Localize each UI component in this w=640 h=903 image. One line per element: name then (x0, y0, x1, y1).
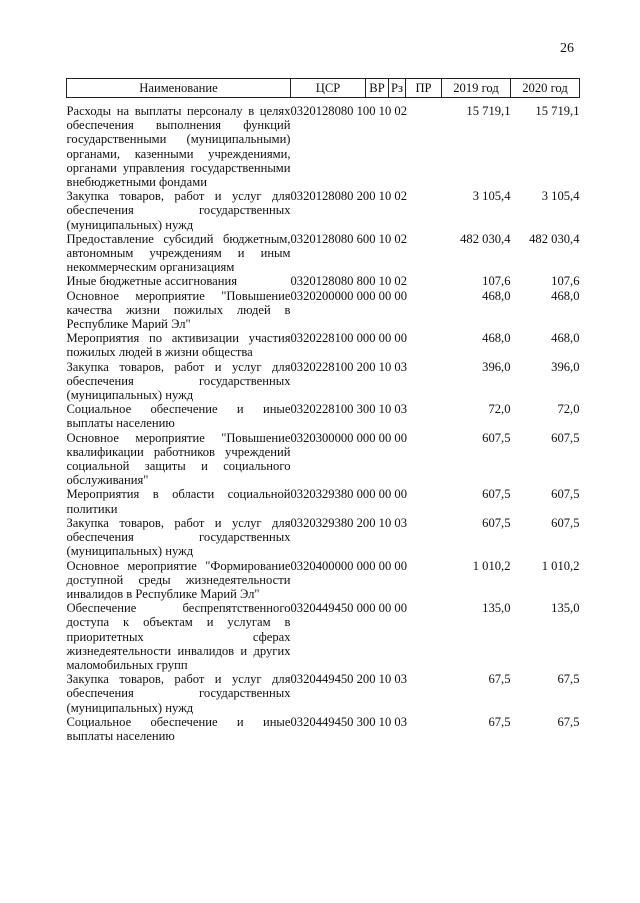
header-pr: ПР (415, 81, 432, 95)
row-codes: 0320449450 300 10 03 (290, 714, 407, 729)
row-codes: 0320200000 000 00 00 (290, 288, 407, 303)
row-codes: 0320329380 200 10 03 (290, 515, 407, 530)
row-2019-value: 3 105,4 (472, 189, 511, 204)
row-name: Основное мероприятие "Повышение квалификации работников учреждений социальной защиты и социального обслуживания" (66, 430, 291, 488)
table-row (67, 715, 580, 743)
row-codes: 0320329380 000 00 00 (290, 487, 407, 502)
row-2020-value: 67,5 (557, 714, 580, 729)
row-2019-value: 1 010,2 (472, 558, 511, 573)
row-codes: 0320228100 200 10 03 (290, 359, 407, 374)
row-codes: 0320228100 300 10 03 (290, 402, 407, 417)
row-2019-value: 468,0 (482, 288, 511, 303)
header-name: Наименование (67, 79, 291, 98)
row-codes: 0320128080 100 10 02 (290, 104, 407, 118)
row-codes: 0320300000 000 00 00 (290, 430, 407, 445)
row-2020-value: 607,5 (551, 487, 580, 502)
row-2020-value: 607,5 (551, 515, 580, 530)
row-2020-value: 468,0 (551, 331, 580, 346)
table-row (67, 402, 580, 430)
row-name: Обеспечение беспрепятственного доступа к объектам и услугам в приоритетных сферах жизнедеятельности инвалидов и других маломобильных групп (66, 601, 291, 672)
table-row (67, 431, 580, 488)
row-name: Основное мероприятие "Формирование доступной среды жизнедеятельности инвалидов в Республике Марий Эл" (66, 558, 291, 601)
row-codes: 0320400000 000 00 00 (290, 558, 407, 573)
row-name: Мероприятия в области социальной политики (66, 487, 291, 516)
row-2020-value: 1 010,2 (541, 558, 580, 573)
row-codes: 0320449450 200 10 03 (290, 672, 407, 687)
table-row (67, 232, 580, 275)
page-number: 26 (560, 41, 574, 56)
header-2020: 2020 год (511, 79, 580, 98)
table-row (67, 559, 580, 602)
table-row (67, 360, 580, 403)
header-csr: ЦСР (291, 79, 366, 97)
header-vr: ВР (366, 79, 389, 97)
row-name: Основное мероприятие "Повышение качества жизни пожилых людей в Республике Марий Эл" (66, 288, 291, 332)
row-codes: 0320128080 200 10 02 (290, 189, 407, 204)
table-row (67, 289, 580, 332)
table-row (67, 189, 580, 232)
row-codes: 0320449450 000 00 00 (290, 601, 407, 616)
row-2020-value: 607,5 (551, 430, 580, 445)
row-name: Закупка товаров, работ и услуг для обеспечения государственных (муниципальных) нужд (66, 672, 291, 715)
row-name: Расходы на выплаты персоналу в целях обеспечения выполнения функций государственными (муниципальными) органами, казенными учреждениями, органами управления государственными внебюджетными фондами (66, 104, 291, 190)
budget-table (66, 78, 580, 743)
row-codes: 0320128080 600 10 02 (290, 231, 407, 246)
row-2019-value: 135,0 (482, 601, 511, 616)
row-name: Закупка товаров, работ и услуг для обеспечения государственных (муниципальных) нужд (66, 189, 291, 232)
row-codes: 0320128080 800 10 02 (290, 274, 407, 289)
table-row (67, 601, 580, 672)
row-2019-value: 482 030,4 (460, 231, 511, 246)
table-row (67, 672, 580, 715)
row-name: Социальное обеспечение и иные выплаты населению (66, 402, 291, 431)
row-2019-value: 72,0 (488, 402, 511, 417)
row-name: Социальное обеспечение и иные выплаты населению (66, 714, 291, 743)
row-2019-value: 107,6 (482, 274, 511, 289)
row-name: Предоставление субсидий бюджетным, автономным учреждениям и иным некоммерческим организациям (66, 231, 291, 275)
row-name: Мероприятия по активизации участия пожилых людей в жизни общества (66, 331, 291, 360)
row-codes: 0320228100 000 00 00 (290, 331, 407, 346)
table-row (67, 487, 580, 515)
row-2019-value: 607,5 (482, 430, 511, 445)
table-row (67, 274, 580, 288)
table-row (67, 331, 580, 359)
row-2020-value: 482 030,4 (529, 231, 580, 246)
row-2020-value: 72,0 (557, 402, 580, 417)
row-2020-value: 67,5 (557, 672, 580, 687)
row-2020-value: 15 719,1 (535, 104, 580, 118)
row-2019-value: 67,5 (488, 714, 511, 729)
row-name: Иные бюджетные ассигнования (66, 274, 238, 289)
row-2019-value: 607,5 (482, 515, 511, 530)
row-2020-value: 396,0 (551, 359, 580, 374)
table-header-row (67, 79, 580, 98)
row-2020-value: 3 105,4 (541, 189, 580, 204)
header-2019: 2019 год (442, 79, 511, 98)
header-codes (291, 79, 442, 98)
row-name: Закупка товаров, работ и услуг для обеспечения государственных (муниципальных) нужд (66, 359, 291, 403)
row-2020-value: 468,0 (551, 288, 580, 303)
row-name: Закупка товаров, работ и услуг для обеспечения государственных (муниципальных) нужд (66, 515, 291, 559)
header-rz: Рз (389, 79, 406, 97)
row-2020-value: 135,0 (551, 601, 580, 616)
row-2019-value: 468,0 (482, 331, 511, 346)
row-2019-value: 67,5 (488, 672, 511, 687)
table-row (67, 98, 580, 190)
row-2019-value: 607,5 (482, 487, 511, 502)
table-row (67, 516, 580, 559)
row-2019-value: 15 719,1 (466, 104, 511, 118)
row-2019-value: 396,0 (482, 359, 511, 374)
row-2020-value: 107,6 (551, 274, 580, 289)
